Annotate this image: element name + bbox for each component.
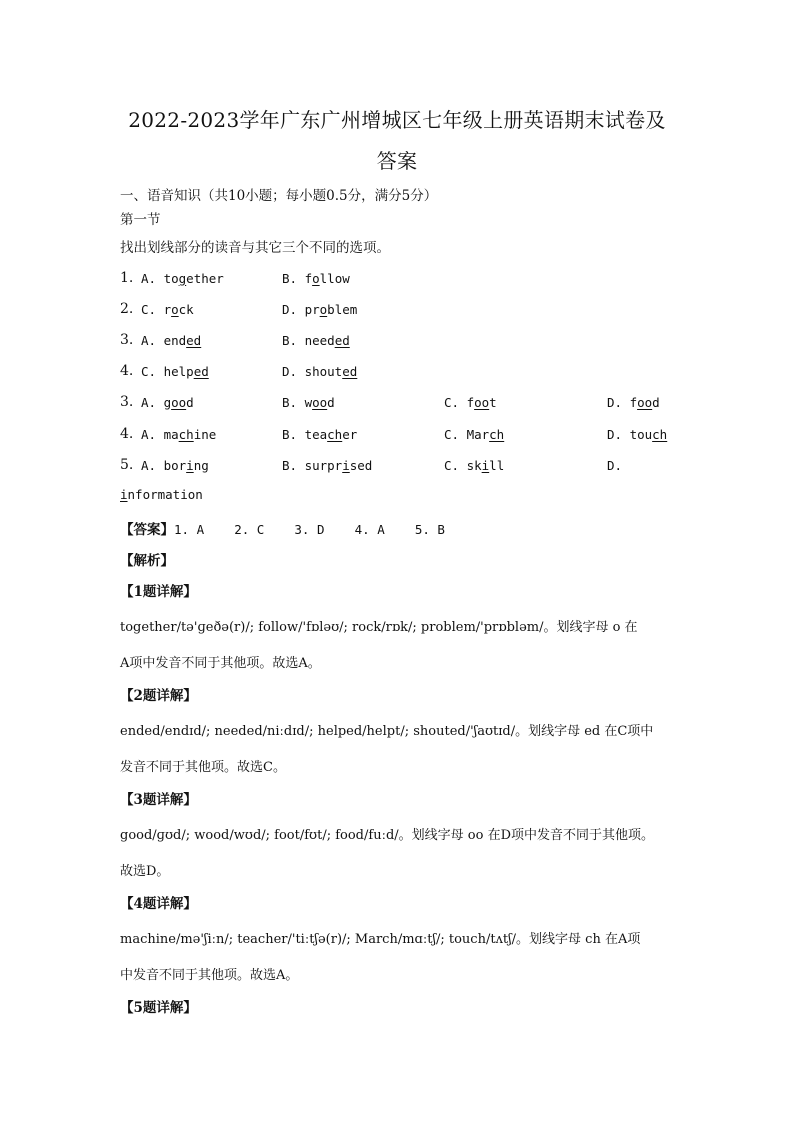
option-word-suffix: ck <box>178 302 194 317</box>
question-number: 4. <box>120 426 134 442</box>
option-a <box>141 427 216 442</box>
detail-text-line: 发音不同于其他项。故选C。 <box>120 760 286 775</box>
option-underlined-letters: ch <box>327 427 343 442</box>
option-word-suffix: t <box>489 395 497 410</box>
option-underlined-letters: o <box>312 271 320 286</box>
option-underlined-letters: i <box>186 458 194 473</box>
option-label: A. <box>141 427 164 442</box>
question-number: 3. <box>120 394 134 410</box>
option-underlined-letters: i <box>481 458 490 473</box>
option-label: A. <box>141 333 164 348</box>
option-a <box>141 333 201 348</box>
detail-text-line: A项中发音不同于其他项。故选A。 <box>120 656 321 671</box>
option-underlined-letters: o <box>319 302 328 317</box>
option-word-suffix: blem <box>327 302 358 317</box>
option-label: B. <box>282 271 305 286</box>
option-c <box>444 458 504 473</box>
option-word-suffix: d <box>327 395 335 410</box>
option-underlined-letters: ed <box>334 333 350 348</box>
option-word-prefix: pr <box>304 302 320 317</box>
option-d <box>607 395 660 410</box>
detail-heading: 【1题详解】 <box>120 584 197 600</box>
option-word-prefix: help <box>163 364 194 379</box>
option-word-suffix: sed <box>349 458 373 473</box>
option-d <box>607 427 667 442</box>
option-a <box>141 395 194 410</box>
question-number: 1. <box>120 270 134 286</box>
question-number: 4. <box>120 363 134 379</box>
option-word-prefix: g <box>163 395 172 410</box>
option-label: C. <box>141 364 164 379</box>
option-underlined-letters: ch <box>652 427 668 442</box>
option-word-prefix: tou <box>629 427 653 442</box>
option-word-suffix: ng <box>193 458 209 473</box>
option-label: A. <box>141 395 164 410</box>
option-underlined-letters: g <box>178 271 187 286</box>
option-word-prefix: bor <box>163 458 187 473</box>
option-underlined-letters: ed <box>342 364 358 379</box>
option-underlined-letters: oo <box>474 395 490 410</box>
option-label: C. <box>444 427 467 442</box>
option-word-suffix: ine <box>193 427 217 442</box>
option-underlined-letters: ch <box>178 427 194 442</box>
option-word-prefix: r <box>163 302 172 317</box>
option-underlined-letters: oo <box>171 395 187 410</box>
option-underlined-letters: ed <box>186 333 202 348</box>
option-word-prefix: f <box>304 271 313 286</box>
detail-text-line: together/tə'ɡeðə(r)/; follow/'fɒləʊ/; rock/rɒk/; problem/'prɒbləm/。划线字母 o 在 <box>120 620 638 635</box>
option-label: A. <box>141 271 164 286</box>
answer-label: 【答案】 <box>120 522 174 538</box>
subsection-title: 第一节 <box>120 212 161 228</box>
option-b <box>282 427 357 442</box>
option-word-prefix: end <box>163 333 187 348</box>
option-word-prefix: f <box>466 395 475 410</box>
option-word-suffix: ll <box>489 458 505 473</box>
question-number: 2. <box>120 301 134 317</box>
detail-text-line: ended/endɪd/; needed/niːdɪd/; helped/helpt/; shouted/'ʃaʊtɪd/。划线字母 ed 在C项中 <box>120 724 654 739</box>
option-d <box>282 364 357 379</box>
option-word-prefix: surpr <box>304 458 343 473</box>
option-label: D. <box>282 302 305 317</box>
page-title-line2: 答案 <box>376 149 418 173</box>
option-label: C. <box>444 395 467 410</box>
detail-heading: 【5题详解】 <box>120 1000 197 1016</box>
option-word-prefix: need <box>304 333 335 348</box>
page-title-line1: 2022-2023学年广东广州增城区七年级上册英语期末试卷及 <box>128 108 666 132</box>
option-label: B. <box>282 427 305 442</box>
option-label: D. <box>607 395 630 410</box>
instruction-text: 找出划线部分的读音与其它三个不同的选项。 <box>120 240 390 256</box>
question-number: 3. <box>120 332 134 348</box>
option-d <box>607 458 630 473</box>
option-word-suffix: llow <box>319 271 350 286</box>
option-label: D. <box>282 364 305 379</box>
section-header: 一、语音知识（共10小题；每小题0.5分，满分5分） <box>120 188 438 204</box>
detail-text-line: 故选D。 <box>120 864 170 879</box>
option-word-prefix: Mar <box>466 427 490 442</box>
question-number: 5. <box>120 457 134 473</box>
option-c <box>444 427 504 442</box>
option-b <box>282 271 350 286</box>
option-label: D. <box>607 458 630 473</box>
option-d <box>282 302 357 317</box>
detail-text-line: machine/mə'ʃiːn/; teacher/'tiːtʃə(r)/; March/mɑːtʃ/; touch/tʌtʃ/。划线字母 ch 在A项 <box>120 932 641 947</box>
q5-option-d-wrapped-word: information <box>120 487 203 502</box>
option-label: C. <box>444 458 467 473</box>
detail-heading: 【2题详解】 <box>120 688 197 704</box>
answer-values: 1. A 2. C 3. D 4. A 5. B <box>174 522 445 537</box>
answer-row <box>120 518 445 538</box>
option-underlined-letters: o <box>171 302 179 317</box>
option-label: B. <box>282 333 305 348</box>
detail-text-line: good/ɡʊd/; wood/wʊd/; foot/fʊt/; food/fuːd/。划线字母 oo 在D项中发音不同于其他项。 <box>120 828 654 843</box>
option-c <box>141 364 209 379</box>
option-word-prefix: w <box>304 395 313 410</box>
option-word-prefix: ma <box>163 427 179 442</box>
option-word-suffix: ether <box>186 271 224 286</box>
option-word-prefix: sk <box>466 458 482 473</box>
option-word-prefix: shout <box>304 364 343 379</box>
option-a <box>141 458 209 473</box>
analysis-label: 【解析】 <box>120 553 174 569</box>
option-underlined-letters: ch <box>489 427 505 442</box>
option-word-suffix: d <box>186 395 194 410</box>
option-b <box>282 458 372 473</box>
option-label: B. <box>282 395 305 410</box>
option-underlined-letters: oo <box>637 395 653 410</box>
option-word-suffix: er <box>342 427 358 442</box>
option-a <box>141 271 224 286</box>
detail-text-line: 中发音不同于其他项。故选A。 <box>120 968 299 983</box>
option-c <box>444 395 497 410</box>
option-c <box>141 302 194 317</box>
option-word-prefix: tea <box>304 427 328 442</box>
option-label: A. <box>141 458 164 473</box>
option-word-prefix: f <box>629 395 638 410</box>
option-label: B. <box>282 458 305 473</box>
detail-heading: 【4题详解】 <box>120 896 197 912</box>
option-label: D. <box>607 427 630 442</box>
option-label: C. <box>141 302 164 317</box>
option-word-suffix: d <box>652 395 660 410</box>
option-underlined-letters: i <box>342 458 350 473</box>
detail-heading: 【3题详解】 <box>120 792 197 808</box>
option-underlined-letters: ed <box>193 364 209 379</box>
option-underlined-letters: oo <box>312 395 328 410</box>
option-b <box>282 395 335 410</box>
option-b <box>282 333 350 348</box>
option-word-prefix: to <box>163 271 179 286</box>
